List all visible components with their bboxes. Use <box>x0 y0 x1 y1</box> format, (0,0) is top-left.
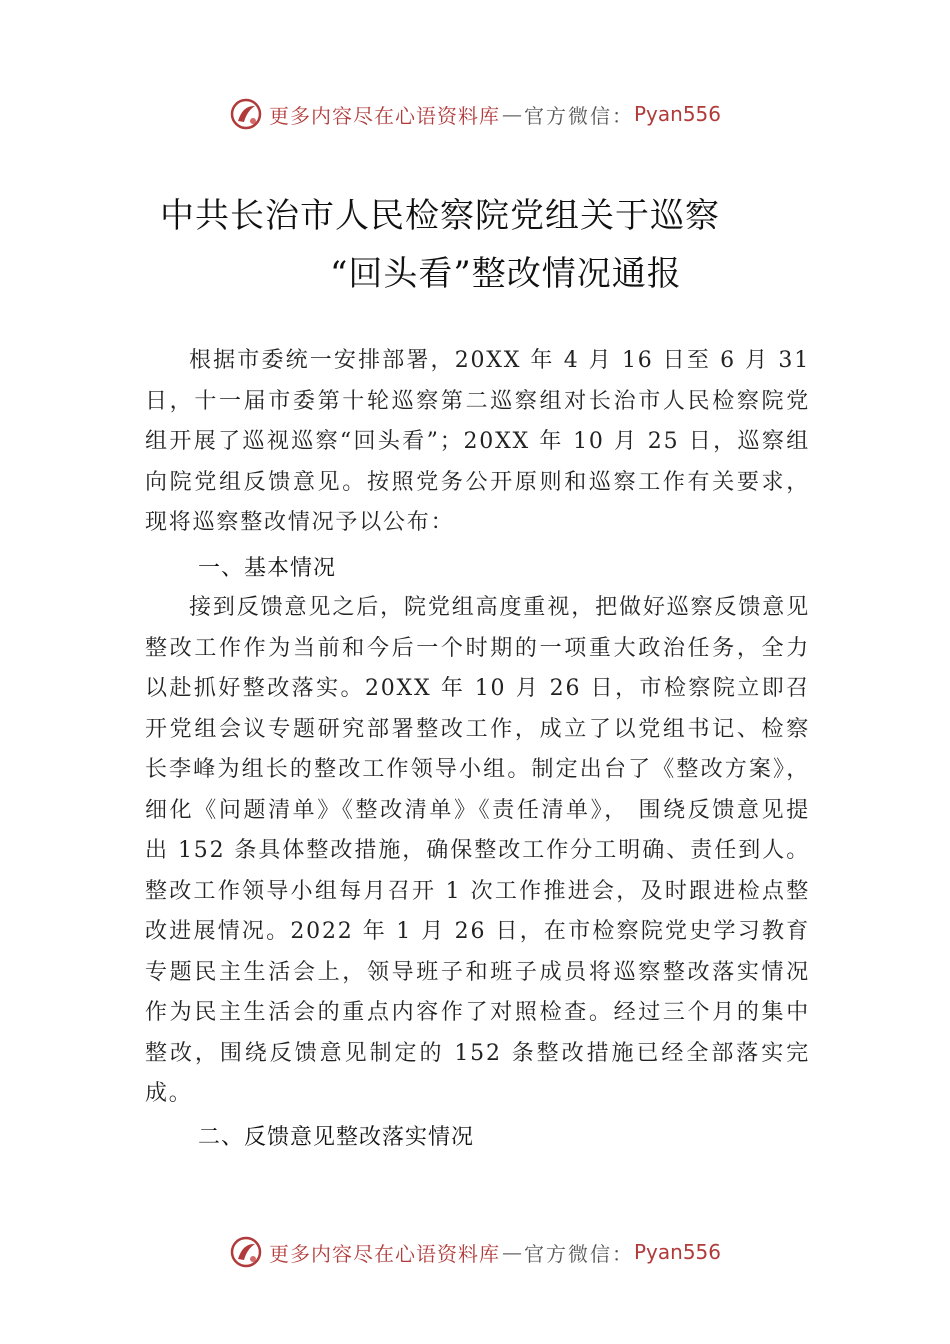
brand-logo-icon <box>229 97 263 131</box>
wechat-id: Pyan556 <box>633 1240 721 1264</box>
wechat-label: 官方微信： <box>523 1241 634 1266</box>
brand-separator: — <box>501 1240 522 1264</box>
wechat-label: 官方微信： <box>523 103 634 128</box>
section-heading-rectification: 二、反馈意见整改落实情况 <box>198 1125 475 1150</box>
brand-slogan: 更多内容尽在心语资料库 <box>268 1241 500 1266</box>
section1-body-paragraph: 接到反馈意见之后，院党组高度重视，把做好巡察反馈意见整改工作作为当前和今后一个时期的一项重大政治任务，全力以赴抓好整改落实。20XX 年 10 月 26 日，市检察院立即召开党组会议专题研究部署整改工作，成立了以党组书记、检察长李峰为组长的整改工作领导小组。制定出台了《整改方案》，细化《问题清单》《整改清单》《责任清单》， 围绕反馈意见提出 152 条具体整改措施，确保整改工作分工明确、责任到人。整改工作领导小组每月召开 1 次工作推进会，及时跟进检点整改进展情况。2022 年 1 月 26 日，在市检察院党史学习教育专题民主生活会上，领导班子和班子成员将巡察整改落实情况作为民主生活会的重点内容作了对照检查。经过三个月的集中整改，围绕反馈意见制定的 152 条整改措施已经全部落实完成。 <box>145 595 810 1106</box>
brand-slogan: 更多内容尽在心语资料库 <box>268 103 500 128</box>
footer-brand-banner <box>0 1232 950 1272</box>
document-title-line-1: 中共长治市人民检察院党组关于巡察 <box>160 196 720 236</box>
brand-separator: — <box>501 102 522 126</box>
intro-paragraph: 根据市委统一安排部署，20XX 年 4 月 16 日至 6 月 31 日，十一届市委第十轮巡察第二巡察组对长治市人民检察院党组开展了巡视巡察“回头看”；20XX 年 10 月 25 日，巡察组向院党组反馈意见。按照党务公开原则和巡察工作有关要求，现将巡察整改情况予以公布： <box>145 348 810 535</box>
wechat-id: Pyan556 <box>633 102 721 126</box>
header-brand-banner <box>0 94 950 134</box>
section-heading-basic-situation: 一、基本情况 <box>198 556 337 581</box>
brand-logo-icon <box>229 1235 263 1269</box>
document-title-line-2: “回头看”整改情况通报 <box>330 254 682 294</box>
